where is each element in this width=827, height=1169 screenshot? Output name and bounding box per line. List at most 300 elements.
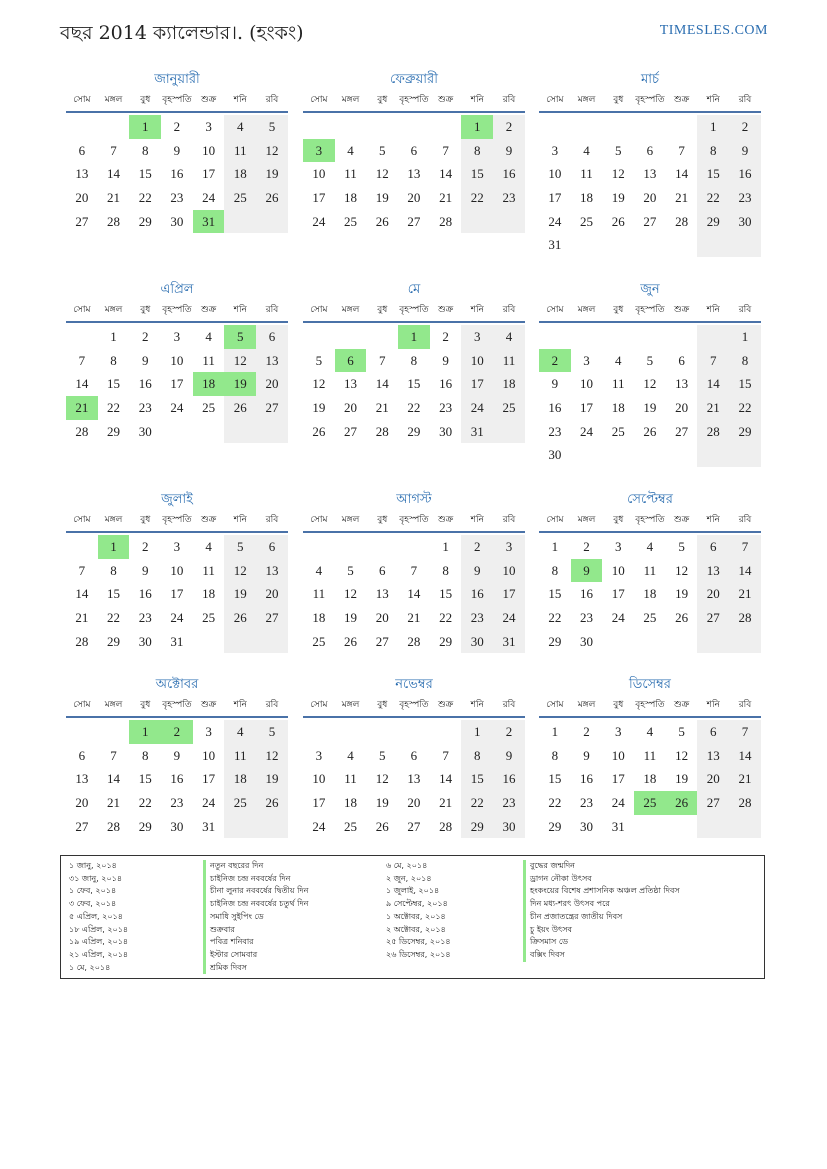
day-cell[interactable]: 16 (170, 771, 184, 787)
day-cell[interactable]: 24 (461, 396, 493, 420)
day-cell[interactable]: 27 (697, 791, 729, 815)
day-cell[interactable]: 20 (643, 190, 657, 206)
day-cell[interactable]: 28 (675, 213, 689, 229)
day-cell[interactable]: 16 (461, 582, 493, 606)
day-cell[interactable]: 18 (580, 190, 594, 206)
day-cell[interactable]: 19 (224, 582, 256, 606)
day-cell[interactable]: 24 (170, 610, 184, 626)
day-cell[interactable]: 25 (580, 213, 594, 229)
day-cell[interactable]: 22 (461, 791, 493, 815)
day-cell[interactable]: 27 (75, 213, 89, 229)
day-cell[interactable]: 9 (493, 744, 525, 768)
day-cell[interactable]: 21 (439, 795, 453, 811)
day-cell[interactable]: 10 (170, 562, 184, 578)
day-cell[interactable]: 27 (407, 818, 421, 834)
day-cell[interactable]: 23 (138, 400, 152, 416)
day-cell[interactable]: 18 (312, 610, 326, 626)
day-cell[interactable]: 5 (646, 352, 654, 368)
day-cell[interactable]: 12 (256, 139, 288, 163)
day-cell[interactable]: 5 (678, 539, 685, 554)
day-cell[interactable]: 8 (141, 142, 149, 158)
day-cell[interactable]: 13 (75, 166, 89, 182)
day-cell[interactable]: 4 (224, 720, 256, 744)
day-cell[interactable]: 21 (407, 610, 421, 626)
day-cell[interactable]: 13 (256, 349, 288, 373)
day-cell[interactable]: 17 (202, 166, 216, 182)
day-cell[interactable]: 3 (205, 119, 212, 134)
day-cell[interactable]: 17 (170, 586, 184, 602)
day-cell[interactable]: 10 (580, 376, 594, 392)
day-cell[interactable]: 23 (493, 791, 525, 815)
day-cell[interactable]: 14 (439, 166, 453, 182)
day-cell[interactable]: 14 (107, 771, 121, 787)
day-cell[interactable]: 17 (493, 582, 525, 606)
day-cell[interactable]: 4 (614, 352, 622, 368)
day-cell[interactable]: 23 (729, 186, 761, 210)
day-cell[interactable]: 15 (548, 771, 562, 787)
day-cell[interactable]: 21 (107, 190, 121, 206)
day-cell[interactable]: 8 (551, 747, 559, 763)
day-cell[interactable]: 26 (344, 633, 358, 649)
day-cell[interactable]: 11 (344, 771, 357, 787)
day-cell[interactable]: 29 (107, 633, 121, 649)
day-cell[interactable]: 11 (643, 562, 657, 578)
day-cell[interactable]: 18 (643, 586, 657, 602)
day-cell[interactable]: 1 (129, 720, 161, 744)
day-cell[interactable]: 17 (202, 771, 216, 787)
day-cell[interactable]: 24 (312, 818, 326, 834)
day-cell[interactable]: 16 (493, 767, 525, 791)
day-cell[interactable]: 6 (410, 142, 418, 158)
day-cell[interactable]: 18 (493, 372, 525, 396)
day-cell[interactable]: 4 (583, 142, 590, 158)
day-cell[interactable]: 17 (611, 586, 625, 602)
day-cell[interactable]: 16 (138, 586, 152, 602)
day-cell[interactable]: 1 (398, 325, 430, 349)
day-cell[interactable]: 12 (375, 771, 389, 787)
day-cell[interactable]: 11 (493, 349, 525, 373)
day-cell[interactable]: 9 (729, 139, 761, 163)
day-cell[interactable]: 5 (378, 747, 386, 763)
day-cell[interactable]: 16 (548, 400, 562, 416)
day-cell[interactable]: 18 (611, 400, 625, 416)
day-cell[interactable]: 9 (493, 139, 525, 163)
day-cell[interactable]: 30 (729, 210, 761, 234)
day-cell[interactable]: 10 (611, 747, 625, 763)
day-cell[interactable]: 13 (75, 771, 89, 787)
day-cell[interactable]: 29 (729, 420, 761, 444)
day-cell[interactable]: 25 (202, 400, 216, 416)
day-cell[interactable]: 21 (697, 396, 729, 420)
day-cell[interactable]: 28 (375, 423, 389, 439)
day-cell[interactable]: 23 (580, 610, 594, 626)
day-cell[interactable]: 1 (461, 720, 493, 744)
day-cell[interactable]: 24 (170, 400, 184, 416)
day-cell[interactable]: 3 (461, 325, 493, 349)
day-cell[interactable]: 19 (344, 610, 358, 626)
day-cell[interactable]: 11 (580, 166, 593, 182)
day-cell[interactable]: 20 (256, 582, 288, 606)
day-cell[interactable]: 2 (173, 119, 181, 134)
day-cell[interactable]: 7 (442, 142, 449, 158)
day-cell[interactable]: 20 (675, 400, 689, 416)
day-cell[interactable]: 9 (442, 352, 449, 368)
day-cell[interactable]: 6 (410, 747, 418, 763)
day-cell[interactable]: 13 (675, 376, 689, 392)
day-cell[interactable]: 3 (173, 539, 181, 554)
day-cell[interactable]: 6 (78, 747, 86, 763)
day-cell[interactable]: 28 (439, 213, 453, 229)
day-cell[interactable]: 25 (493, 396, 525, 420)
day-cell[interactable]: 28 (729, 606, 761, 630)
day-cell[interactable]: 13 (697, 744, 729, 768)
day-cell[interactable]: 24 (202, 795, 216, 811)
day-cell[interactable]: 12 (312, 376, 326, 392)
day-cell[interactable]: 1 (461, 115, 493, 139)
day-cell[interactable]: 17 (548, 190, 562, 206)
day-cell[interactable]: 23 (548, 423, 562, 439)
day-cell[interactable]: 30 (138, 423, 152, 439)
day-cell[interactable]: 10 (170, 352, 184, 368)
day-cell[interactable]: 17 (312, 795, 326, 811)
day-cell[interactable]: 23 (170, 190, 184, 206)
day-cell[interactable]: 30 (170, 213, 184, 229)
day-cell[interactable]: 3 (551, 142, 559, 158)
day-cell[interactable]: 15 (697, 162, 729, 186)
day-cell[interactable]: 13 (256, 559, 288, 583)
day-cell[interactable]: 26 (675, 610, 689, 626)
day-cell[interactable]: 6 (78, 142, 86, 158)
day-cell[interactable]: 11 (312, 586, 326, 602)
day-cell[interactable]: 11 (224, 744, 256, 768)
day-cell[interactable]: 17 (461, 372, 493, 396)
day-cell[interactable]: 11 (643, 747, 657, 763)
day-cell[interactable]: 31 (202, 818, 216, 834)
day-cell[interactable]: 22 (461, 186, 493, 210)
day-cell[interactable]: 25 (312, 633, 326, 649)
day-cell[interactable]: 18 (643, 771, 657, 787)
day-cell[interactable]: 21 (75, 610, 89, 626)
day-cell[interactable]: 28 (697, 420, 729, 444)
day-cell[interactable]: 11 (344, 166, 357, 182)
day-cell[interactable]: 8 (461, 139, 493, 163)
day-cell[interactable]: 25 (611, 423, 625, 439)
day-cell[interactable]: 25 (344, 213, 358, 229)
day-cell[interactable]: 12 (675, 747, 689, 763)
day-cell[interactable]: 9 (461, 559, 493, 583)
day-cell[interactable]: 2 (493, 720, 525, 744)
day-cell[interactable]: 31 (461, 420, 493, 444)
day-cell[interactable]: 19 (675, 586, 689, 602)
day-cell[interactable]: 2 (161, 720, 193, 744)
day-cell[interactable]: 15 (407, 376, 421, 392)
day-cell[interactable]: 20 (407, 190, 421, 206)
day-cell[interactable]: 7 (110, 142, 117, 158)
day-cell[interactable]: 21 (729, 582, 761, 606)
day-cell[interactable]: 20 (697, 767, 729, 791)
day-cell[interactable]: 25 (224, 186, 256, 210)
day-cell[interactable]: 9 (141, 562, 149, 578)
day-cell[interactable]: 6 (256, 325, 288, 349)
day-cell[interactable]: 10 (493, 559, 525, 583)
day-cell[interactable]: 9 (583, 747, 590, 763)
day-cell[interactable]: 7 (729, 720, 761, 744)
day-cell[interactable]: 20 (344, 400, 358, 416)
day-cell[interactable]: 1 (697, 115, 729, 139)
day-cell[interactable]: 26 (643, 423, 657, 439)
day-cell[interactable]: 14 (75, 586, 89, 602)
day-cell[interactable]: 31 (548, 237, 562, 253)
day-cell[interactable]: 2 (141, 539, 149, 554)
day-cell[interactable]: 12 (643, 376, 657, 392)
day-cell[interactable]: 6 (646, 142, 654, 158)
day-cell[interactable]: 5 (347, 562, 354, 578)
day-cell[interactable]: 2 (141, 329, 149, 344)
day-cell[interactable]: 30 (170, 818, 184, 834)
day-cell[interactable]: 3 (315, 747, 323, 763)
day-cell[interactable]: 21 (675, 190, 689, 206)
day-cell[interactable]: 24 (202, 190, 216, 206)
day-cell[interactable]: 29 (439, 633, 453, 649)
day-cell[interactable]: 24 (611, 795, 625, 811)
day-cell[interactable]: 25 (634, 791, 666, 815)
day-cell[interactable]: 1 (551, 724, 559, 739)
day-cell[interactable]: 22 (439, 610, 453, 626)
day-cell[interactable]: 7 (410, 562, 418, 578)
day-cell[interactable]: 7 (697, 349, 729, 373)
day-cell[interactable]: 27 (675, 423, 689, 439)
day-cell[interactable]: 2 (442, 329, 449, 344)
day-cell[interactable]: 3 (303, 139, 335, 163)
day-cell[interactable]: 26 (375, 818, 389, 834)
day-cell[interactable]: 7 (442, 747, 449, 763)
day-cell[interactable]: 14 (697, 372, 729, 396)
day-cell[interactable]: 12 (256, 744, 288, 768)
day-cell[interactable]: 21 (729, 767, 761, 791)
day-cell[interactable]: 4 (493, 325, 525, 349)
day-cell[interactable]: 31 (493, 630, 525, 654)
day-cell[interactable]: 18 (193, 372, 225, 396)
day-cell[interactable]: 6 (697, 535, 729, 559)
day-cell[interactable]: 15 (548, 586, 562, 602)
day-cell[interactable]: 31 (170, 633, 184, 649)
day-cell[interactable]: 27 (407, 213, 421, 229)
day-cell[interactable]: 4 (646, 724, 654, 739)
day-cell[interactable]: 17 (312, 190, 326, 206)
day-cell[interactable]: 5 (614, 142, 622, 158)
day-cell[interactable]: 4 (347, 142, 354, 158)
day-cell[interactable]: 20 (75, 190, 89, 206)
day-cell[interactable]: 3 (493, 535, 525, 559)
day-cell[interactable]: 27 (256, 396, 288, 420)
day-cell[interactable]: 16 (138, 376, 152, 392)
day-cell[interactable]: 19 (312, 400, 326, 416)
day-cell[interactable]: 12 (344, 586, 358, 602)
day-cell[interactable]: 14 (675, 166, 689, 182)
day-cell[interactable]: 6 (678, 352, 685, 368)
day-cell[interactable]: 3 (614, 724, 622, 739)
day-cell[interactable]: 2 (461, 535, 493, 559)
day-cell[interactable]: 19 (224, 372, 256, 396)
day-cell[interactable]: 19 (256, 767, 288, 791)
day-cell[interactable]: 13 (643, 166, 657, 182)
day-cell[interactable]: 20 (375, 610, 389, 626)
day-cell[interactable]: 6 (256, 535, 288, 559)
day-cell[interactable]: 15 (461, 767, 493, 791)
day-cell[interactable]: 10 (611, 562, 625, 578)
day-cell[interactable]: 23 (170, 795, 184, 811)
day-cell[interactable]: 22 (697, 186, 729, 210)
day-cell[interactable]: 14 (439, 771, 453, 787)
day-cell[interactable]: 18 (224, 162, 256, 186)
day-cell[interactable]: 25 (643, 610, 657, 626)
day-cell[interactable]: 16 (580, 771, 594, 787)
day-cell[interactable]: 20 (697, 582, 729, 606)
day-cell[interactable]: 3 (173, 329, 181, 344)
day-cell[interactable]: 10 (202, 142, 216, 158)
day-cell[interactable]: 13 (407, 771, 421, 787)
day-cell[interactable]: 5 (256, 115, 288, 139)
day-cell[interactable]: 23 (138, 610, 152, 626)
day-cell[interactable]: 3 (583, 352, 590, 368)
day-cell[interactable]: 15 (138, 771, 152, 787)
day-cell[interactable]: 7 (78, 352, 86, 368)
day-cell[interactable]: 6 (697, 720, 729, 744)
day-cell[interactable]: 28 (75, 423, 89, 439)
day-cell[interactable]: 4 (646, 539, 654, 554)
day-cell[interactable]: 26 (256, 186, 288, 210)
day-cell[interactable]: 22 (107, 610, 121, 626)
day-cell[interactable]: 1 (729, 325, 761, 349)
day-cell[interactable]: 10 (312, 166, 326, 182)
day-cell[interactable]: 5 (224, 535, 256, 559)
day-cell[interactable]: 4 (205, 329, 212, 344)
day-cell[interactable]: 15 (729, 372, 761, 396)
day-cell[interactable]: 28 (439, 818, 453, 834)
day-cell[interactable]: 26 (224, 606, 256, 630)
day-cell[interactable]: 22 (138, 795, 152, 811)
day-cell[interactable]: 30 (580, 818, 594, 834)
day-cell[interactable]: 2 (729, 115, 761, 139)
day-cell[interactable]: 18 (224, 767, 256, 791)
day-cell[interactable]: 27 (344, 423, 358, 439)
day-cell[interactable]: 26 (256, 791, 288, 815)
day-cell[interactable]: 26 (224, 396, 256, 420)
day-cell[interactable]: 21 (375, 400, 389, 416)
day-cell[interactable]: 15 (138, 166, 152, 182)
day-cell[interactable]: 28 (107, 818, 121, 834)
day-cell[interactable]: 18 (344, 795, 358, 811)
day-cell[interactable]: 8 (442, 562, 449, 578)
day-cell[interactable]: 21 (66, 396, 98, 420)
day-cell[interactable]: 29 (407, 423, 421, 439)
day-cell[interactable]: 3 (614, 539, 622, 554)
day-cell[interactable]: 12 (611, 166, 625, 182)
day-cell[interactable]: 16 (493, 162, 525, 186)
day-cell[interactable]: 9 (141, 352, 149, 368)
day-cell[interactable]: 25 (344, 818, 358, 834)
day-cell[interactable]: 14 (729, 744, 761, 768)
day-cell[interactable]: 29 (548, 633, 562, 649)
day-cell[interactable]: 16 (170, 166, 184, 182)
day-cell[interactable]: 14 (375, 376, 389, 392)
day-cell[interactable]: 19 (675, 771, 689, 787)
day-cell[interactable]: 8 (110, 352, 117, 368)
day-cell[interactable]: 5 (315, 352, 323, 368)
day-cell[interactable]: 7 (678, 142, 685, 158)
day-cell[interactable]: 23 (439, 400, 453, 416)
day-cell[interactable]: 8 (551, 562, 559, 578)
day-cell[interactable]: 12 (224, 559, 256, 583)
day-cell[interactable]: 26 (666, 791, 698, 815)
day-cell[interactable]: 15 (107, 586, 121, 602)
day-cell[interactable]: 30 (439, 423, 453, 439)
day-cell[interactable]: 27 (643, 213, 657, 229)
day-cell[interactable]: 5 (256, 720, 288, 744)
day-cell[interactable]: 19 (375, 795, 389, 811)
day-cell[interactable]: 10 (548, 166, 562, 182)
day-cell[interactable]: 13 (697, 559, 729, 583)
day-cell[interactable]: 19 (256, 162, 288, 186)
day-cell[interactable]: 1 (551, 539, 559, 554)
day-cell[interactable]: 9 (571, 559, 603, 583)
day-cell[interactable]: 7 (729, 535, 761, 559)
day-cell[interactable]: 2 (493, 115, 525, 139)
day-cell[interactable]: 21 (439, 190, 453, 206)
day-cell[interactable]: 13 (407, 166, 421, 182)
day-cell[interactable]: 18 (202, 586, 216, 602)
day-cell[interactable]: 26 (312, 423, 326, 439)
day-cell[interactable]: 22 (548, 795, 562, 811)
day-cell[interactable]: 29 (697, 210, 729, 234)
day-cell[interactable]: 5 (224, 325, 256, 349)
day-cell[interactable]: 5 (678, 724, 685, 739)
day-cell[interactable]: 11 (224, 139, 256, 163)
day-cell[interactable]: 21 (107, 795, 121, 811)
day-cell[interactable]: 12 (375, 166, 389, 182)
day-cell[interactable]: 24 (312, 213, 326, 229)
day-cell[interactable]: 12 (675, 562, 689, 578)
day-cell[interactable]: 29 (138, 818, 152, 834)
day-cell[interactable]: 30 (548, 447, 562, 463)
day-cell[interactable]: 16 (729, 162, 761, 186)
day-cell[interactable]: 30 (138, 633, 152, 649)
day-cell[interactable]: 22 (548, 610, 562, 626)
day-cell[interactable]: 28 (729, 791, 761, 815)
day-cell[interactable]: 13 (344, 376, 358, 392)
day-cell[interactable]: 27 (375, 633, 389, 649)
day-cell[interactable]: 9 (551, 376, 559, 392)
day-cell[interactable]: 15 (107, 376, 121, 392)
day-cell[interactable]: 8 (697, 139, 729, 163)
day-cell[interactable]: 10 (312, 771, 326, 787)
day-cell[interactable]: 27 (697, 606, 729, 630)
day-cell[interactable]: 25 (202, 610, 216, 626)
day-cell[interactable]: 9 (173, 142, 181, 158)
day-cell[interactable]: 24 (611, 610, 625, 626)
day-cell[interactable]: 14 (407, 586, 421, 602)
day-cell[interactable]: 20 (256, 372, 288, 396)
day-cell[interactable]: 12 (224, 349, 256, 373)
day-cell[interactable]: 29 (138, 213, 152, 229)
day-cell[interactable]: 11 (202, 562, 215, 578)
day-cell[interactable]: 10 (461, 349, 493, 373)
day-cell[interactable]: 26 (375, 213, 389, 229)
day-cell[interactable]: 4 (224, 115, 256, 139)
day-cell[interactable]: 22 (107, 400, 121, 416)
day-cell[interactable]: 8 (110, 562, 117, 578)
day-cell[interactable]: 5 (378, 142, 386, 158)
